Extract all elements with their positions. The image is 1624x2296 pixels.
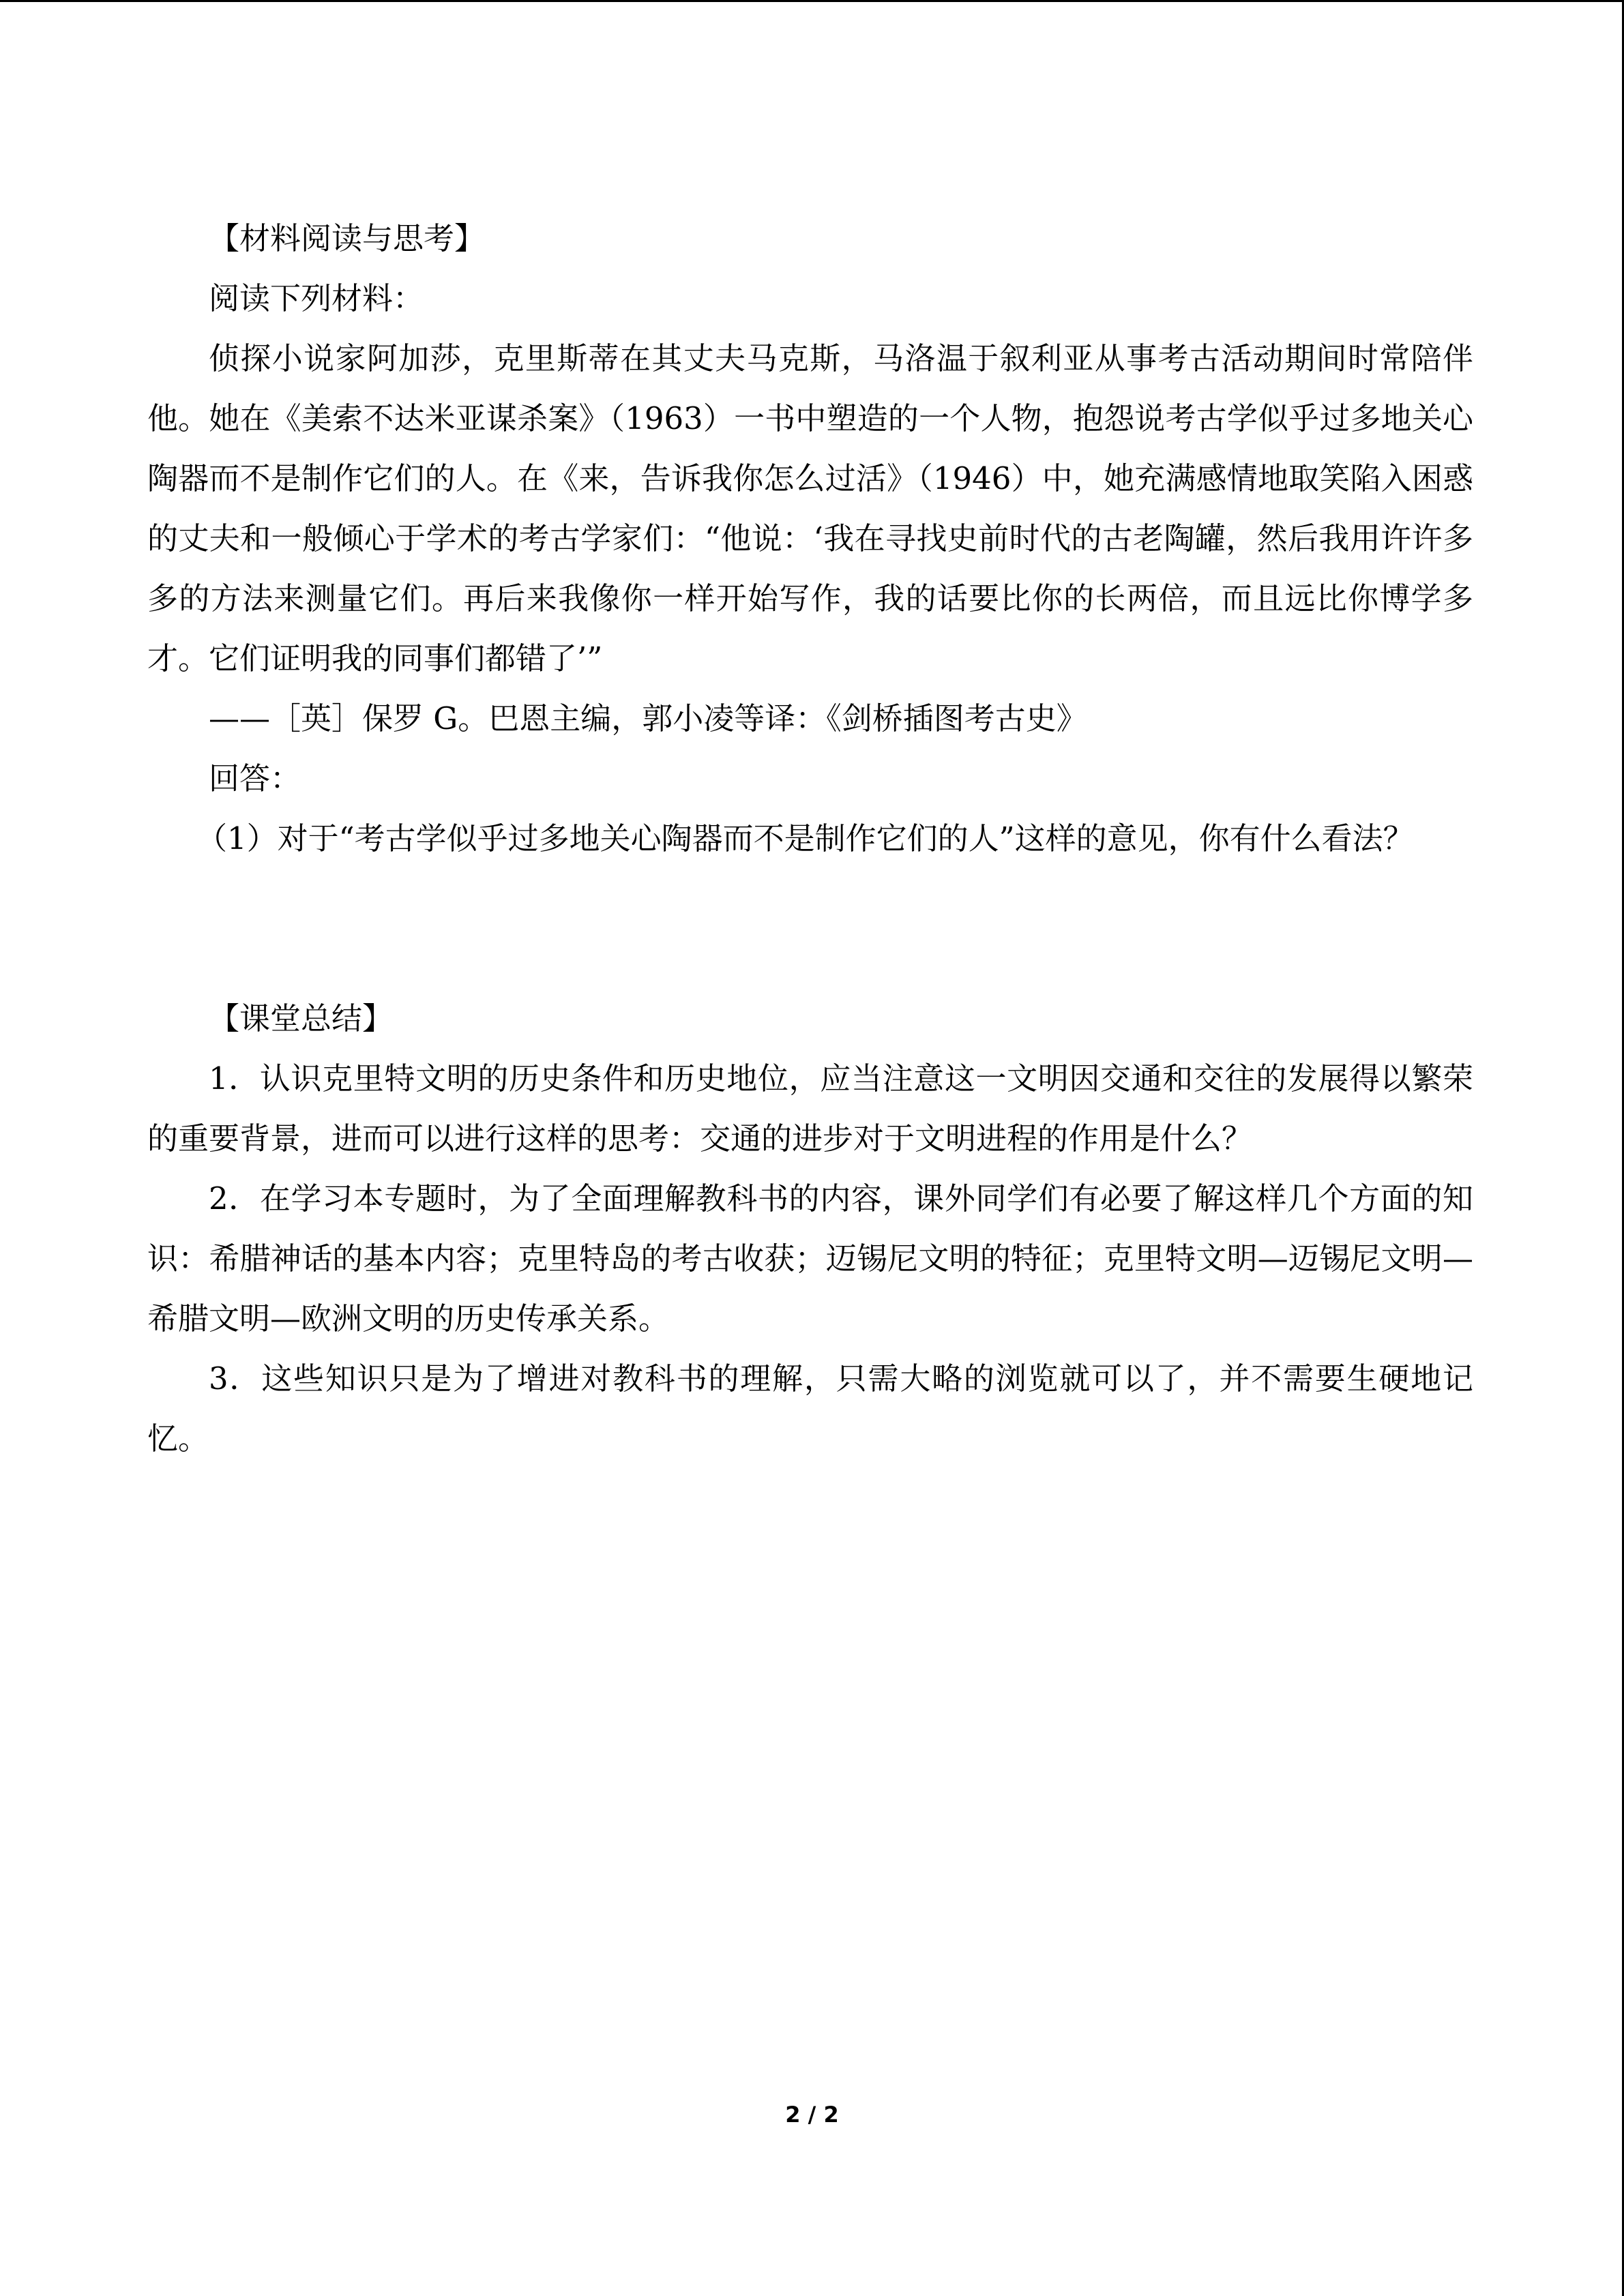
source-citation: ——［英］保罗 G。巴恩主编，郭小凌等译：《剑桥插图考古史》 bbox=[209, 700, 1087, 736]
reading-passage: 侦探小说家阿加莎，克里斯蒂在其丈夫马克斯，马洛温于叙利亚从事考古活动期间时常陪伴他。她在《美索不达米亚谋杀案》（1963）一书中塑造的一个人物，抱怨说考古学似乎过多地关心陶器而不是制作它们的人。在《来，告诉我你怎么过活》（1946）中，她充满感情地取笑陷入困惑的丈夫和一般倾心于学术的考古学家们：“他说：‘我在寻找史前时代的古老陶罐，然后我用许许多多的方法来测量它们。再后来我像你一样开始写作，我的话要比你的长两倍，而且远比你博学多才。它们证明我的同事们都错了’” bbox=[147, 340, 1473, 676]
summary-item: 2．在学习本专题时，为了全面理解教科书的内容，课外同学们有必要了解这样几个方面的知识：希腊神话的基本内容；克里特岛的考古收获；迈锡尼文明的特征；克里特文明—迈锡尼文明—希腊文明—欧洲文明的历史传承关系。 bbox=[147, 1180, 1473, 1337]
page-border-top bbox=[0, 0, 1624, 2]
summary-item: 3．这些知识只是为了增进对教科书的理解，只需大略的浏览就可以了，并不需要生硬地记忆。 bbox=[147, 1360, 1473, 1457]
answer-label: 回答： bbox=[209, 760, 301, 796]
section-heading-reading: 【材料阅读与思考】 bbox=[209, 220, 486, 256]
document-body bbox=[147, 209, 1473, 1469]
question-1: （1）对于“考古学似乎过多地关心陶器而不是制作它们的人”这样的意见，你有什么看法？ bbox=[196, 820, 1414, 856]
summary-item: 1．认识克里特文明的历史条件和历史地位，应当注意这一文明因交通和交往的发展得以繁荣的重要背景，进而可以进行这样的思考：交通的进步对于文明进程的作用是什么？ bbox=[147, 1060, 1473, 1157]
reading-prompt: 阅读下列材料： bbox=[209, 280, 424, 316]
section-heading-summary: 【课堂总结】 bbox=[209, 1000, 394, 1037]
page-number: 2 / 2 bbox=[785, 2102, 839, 2128]
